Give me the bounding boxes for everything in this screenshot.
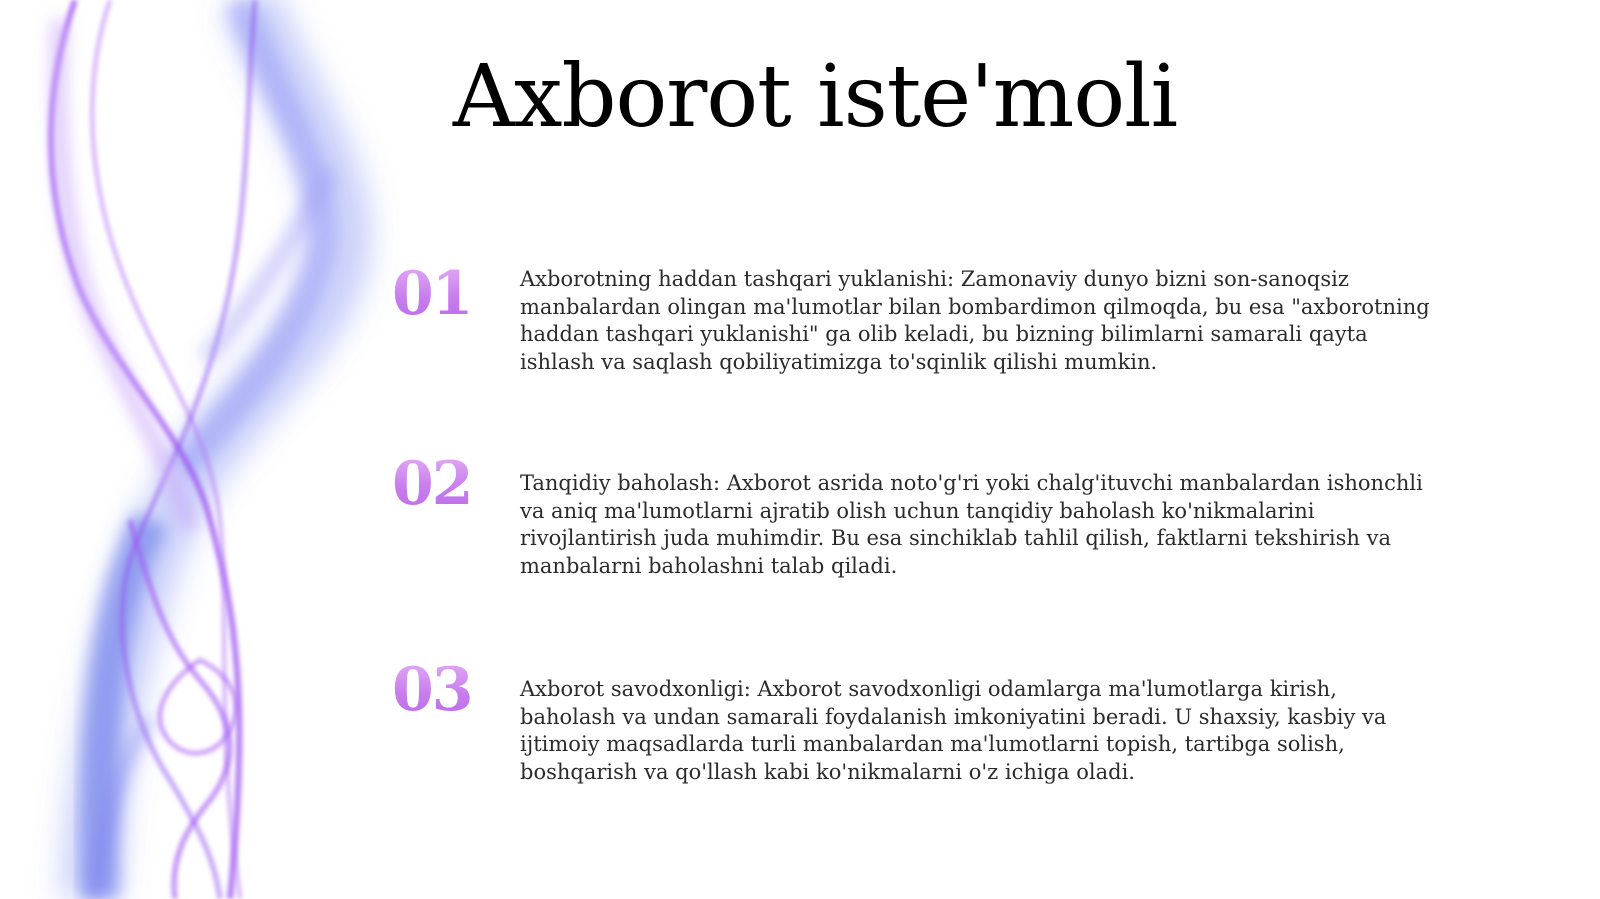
list-item [392,448,1462,578]
item-number: 01 [392,258,502,330]
item-text: Axborot savodxonligi: Axborot savodxonligi odamlarga ma'lumotlarga kirish, baholash va undan samarali foydalanish imkoniyatini beradi. U shaxsiy, kasbiy va ijtimoiy maqsadlarda turli manbalardan ma'lumotlarni topish, tartibga solish, boshqarish va qo'llash kabi ko'nikmalarni o'z ichiga oladi. [520,677,1387,784]
list-item [392,258,1462,388]
item-number: 03 [392,654,502,726]
item-number: 02 [392,448,502,520]
smoke-ribbon-decoration [0,0,400,899]
item-text: Axborotning haddan tashqari yuklanishi: Zamonaviy dunyo bizni son-sanoqsiz manbalardan olingan ma'lumotlar bilan bombardimon qilmoqda, bu esa "axborotning haddan tashqari yuklanishi" ga olib keladi, bu bizning bilimlarni samarali qayta ishlash va saqlash qobiliyatimizga to'sqinlik qilishi mumkin. [520,267,1430,374]
item-text: Tanqidiy baholash: Axborot asrida noto'g'ri yoki chalg'ituvchi manbalardan ishonchli va aniq ma'lumotlarni ajratib olish uchun tanqidiy baholash ko'nikmalarini rivojlantirish juda muhimdir. Bu esa sinchiklab tahlil qilish, faktlarni tekshirish va manbalarni baholashni talab qiladi. [520,471,1423,578]
list-item [392,654,1462,784]
slide-title: Axborot iste'moli [452,47,1178,147]
